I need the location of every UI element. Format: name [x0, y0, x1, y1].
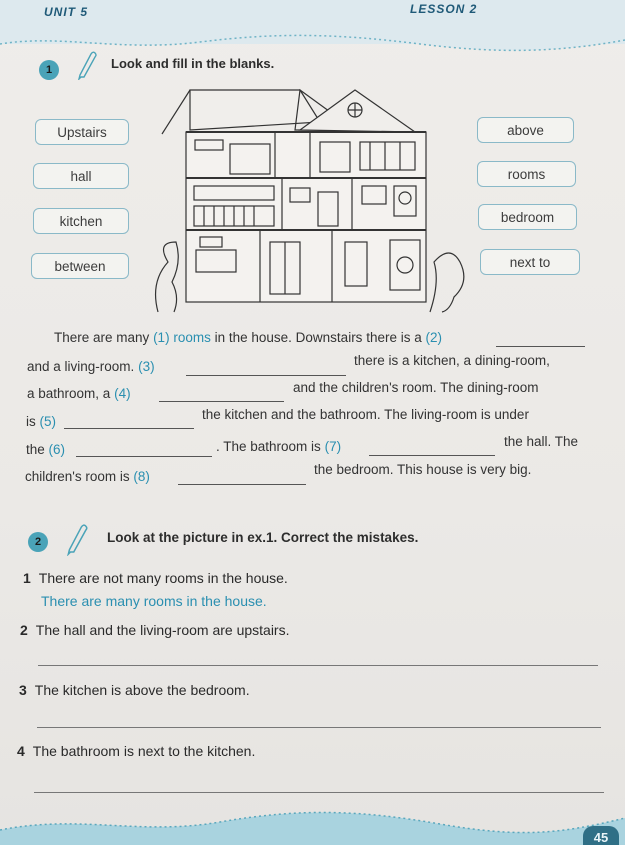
passage-line-4: [26, 414, 56, 429]
filled-answer-1: rooms: [173, 330, 211, 345]
question-1: [23, 570, 288, 586]
blank-number-5: (5): [39, 414, 57, 429]
passage-line-5: [26, 442, 65, 457]
answer-line-3[interactable]: [37, 727, 601, 728]
blank-7[interactable]: [369, 455, 495, 456]
blank-4[interactable]: [159, 401, 284, 402]
passage-text: the: [26, 442, 45, 457]
page-number: 45: [583, 826, 619, 845]
question-2: [20, 622, 289, 638]
passage-text: children's room is: [25, 469, 130, 484]
unit-label: UNIT 5: [44, 5, 89, 19]
passage-line-5b: [216, 439, 341, 454]
blank-number-6: (6): [48, 442, 66, 457]
answer-line-4[interactable]: [34, 792, 604, 793]
question-number: 2: [20, 622, 28, 638]
word-box-next-to: next to: [480, 249, 580, 275]
question-3: [19, 682, 250, 698]
blank-6[interactable]: [76, 456, 212, 457]
question-text: The bathroom is next to the kitchen.: [32, 743, 256, 759]
passage-text: there is a kitchen, a dining-room,: [354, 353, 550, 368]
question-number: 1: [23, 570, 31, 586]
blank-number-2: (2): [425, 330, 442, 345]
question-4: [17, 743, 255, 759]
blank-8[interactable]: [178, 484, 306, 485]
answer-1: There are many rooms in the house.: [41, 593, 267, 609]
answer-line-2[interactable]: [38, 665, 598, 666]
word-box-bedroom: bedroom: [478, 204, 577, 230]
house-illustration: [150, 82, 470, 314]
pencil-icon: [64, 522, 90, 556]
footer-wave-border: [0, 800, 625, 845]
word-box-rooms: rooms: [477, 161, 576, 187]
question-text: There are not many rooms in the house.: [38, 570, 288, 586]
word-box-between: between: [31, 253, 129, 279]
question-number: 4: [17, 743, 25, 759]
word-box-hall: hall: [33, 163, 129, 189]
blank-number-3: (3): [138, 359, 155, 374]
blank-3[interactable]: [186, 375, 346, 376]
passage-text: and the children's room. The dining-room: [293, 380, 539, 395]
question-text: The kitchen is above the bedroom.: [34, 682, 250, 698]
exercise-1-number: 1: [39, 60, 59, 80]
blank-number-7: (7): [324, 439, 342, 454]
passage-text: is: [26, 414, 36, 429]
exercise-2-instruction: Look at the picture in ex.1. Correct the mistakes.: [107, 530, 419, 545]
exercise-1-instruction: Look and fill in the blanks.: [111, 56, 275, 71]
passage-line-2: [27, 359, 155, 374]
question-text: The hall and the living-room are upstairs.: [35, 622, 290, 638]
lesson-label: LESSON 2: [410, 2, 478, 16]
blank-2[interactable]: [496, 346, 585, 347]
passage-text: in the house. Downstairs there is a: [214, 330, 422, 345]
passage-text: the bedroom. This house is very big.: [314, 462, 532, 477]
passage-text: and a living-room.: [27, 359, 135, 374]
exercise-2-number: 2: [28, 532, 48, 552]
passage-line-3: [27, 386, 131, 401]
blank-5[interactable]: [64, 428, 194, 429]
passage-text: the hall. The: [504, 434, 579, 449]
passage-text: a bathroom, a: [27, 386, 111, 401]
passage-line-1: [54, 330, 442, 345]
pencil-icon: [75, 50, 99, 80]
word-box-kitchen: kitchen: [33, 208, 129, 234]
passage-text: . The bathroom is: [216, 439, 321, 454]
blank-number-4: (4): [114, 386, 131, 401]
passage-text: There are many: [54, 330, 150, 345]
word-box-above: above: [477, 117, 574, 143]
passage-text: the kitchen and the bathroom. The living-room is under: [202, 407, 529, 422]
question-number: 3: [19, 682, 27, 698]
blank-number-8: (8): [133, 469, 150, 484]
blank-number-1: (1): [153, 330, 170, 345]
word-box-upstairs: Upstairs: [35, 119, 129, 145]
passage-line-6: [25, 469, 150, 484]
